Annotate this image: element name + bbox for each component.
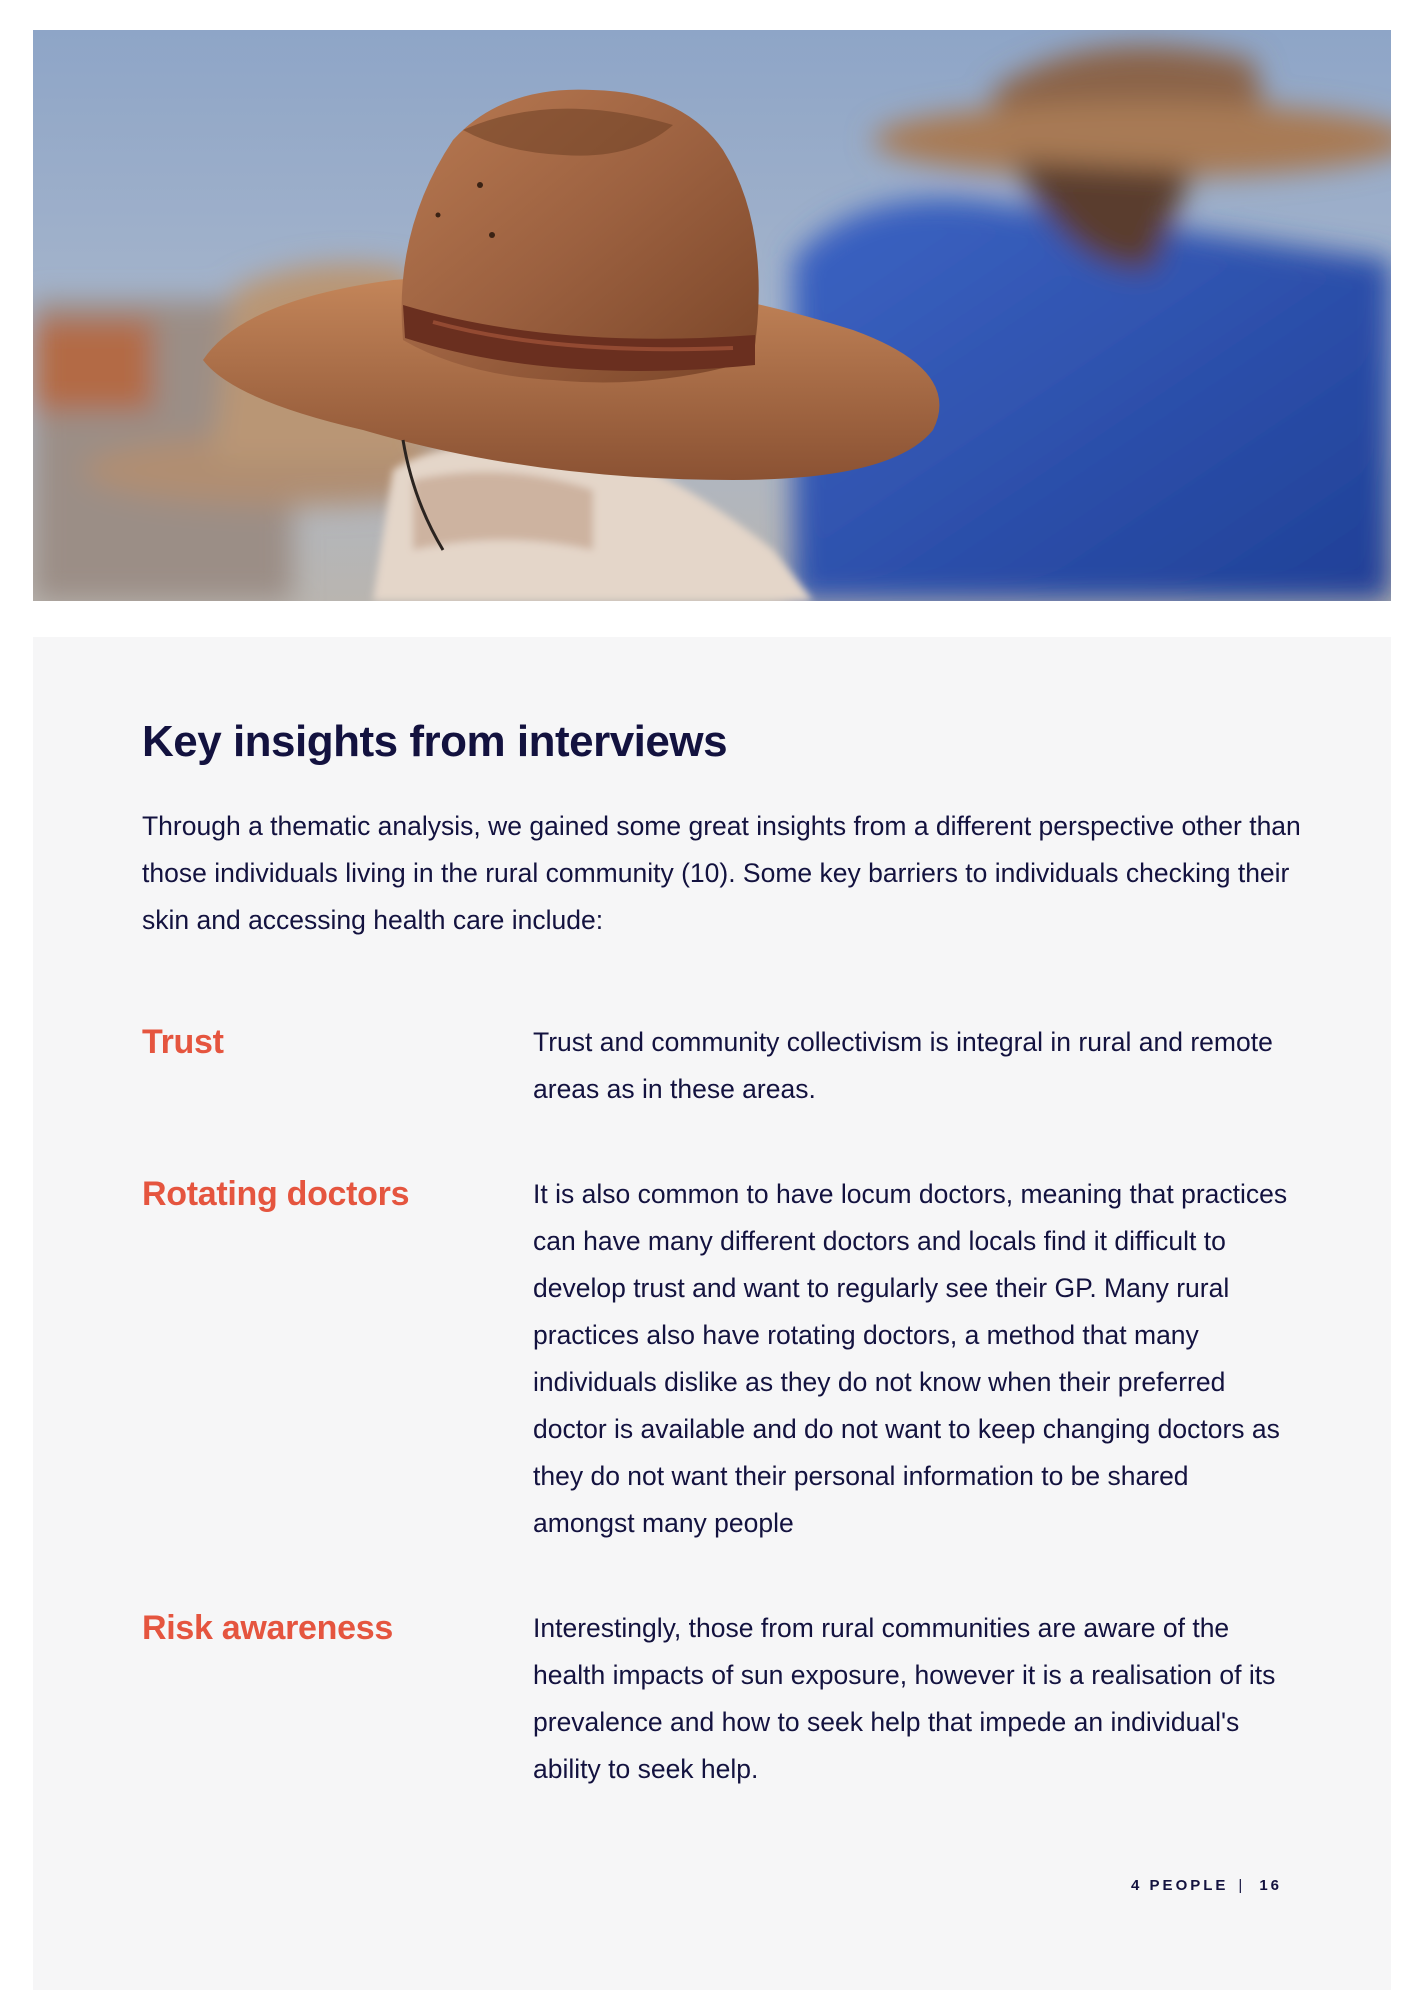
hero-photo [33,30,1391,601]
insight-text: Trust and community collectivism is integral in rural and remote areas as in these areas. [533,1027,1273,1104]
insight-text: It is also common to have locum doctors, meaning that practices can have many different doctors and locals find it difficult to develop trust and want to regularly see their GP. Many rural practices also have rotating doctors, a method that many individuals dislike as they do not know when their preferred doctor is available and do not want to keep changing doctors as they do not want their personal information to be shared amongst many people [533,1179,1288,1538]
page-footer [1131,1877,1282,1894]
insight-label: Risk awareness [142,1609,393,1647]
insight-label: Trust [142,1023,224,1061]
insight-label: Rotating doctors [142,1175,410,1213]
content-panel [33,637,1391,1990]
footer-separator: | [1238,1877,1246,1894]
intro-paragraph: Through a thematic analysis, we gained some great insights from a different perspective other than those individuals living in the rural community (10). Some key barriers to individuals checking their skin and accessing health care include: [142,811,1301,935]
rural-men-hats-illustration [33,30,1391,601]
insight-text: Interestingly, those from rural communities are aware of the health impacts of sun exposure, however it is a realisation of its prevalence and how to seek help that impede an individual's ability to seek help. [533,1613,1276,1784]
page-title: Key insights from interviews [142,717,728,766]
footer-brand: 4 PEOPLE [1131,1877,1229,1894]
page-number: 16 [1259,1877,1282,1894]
